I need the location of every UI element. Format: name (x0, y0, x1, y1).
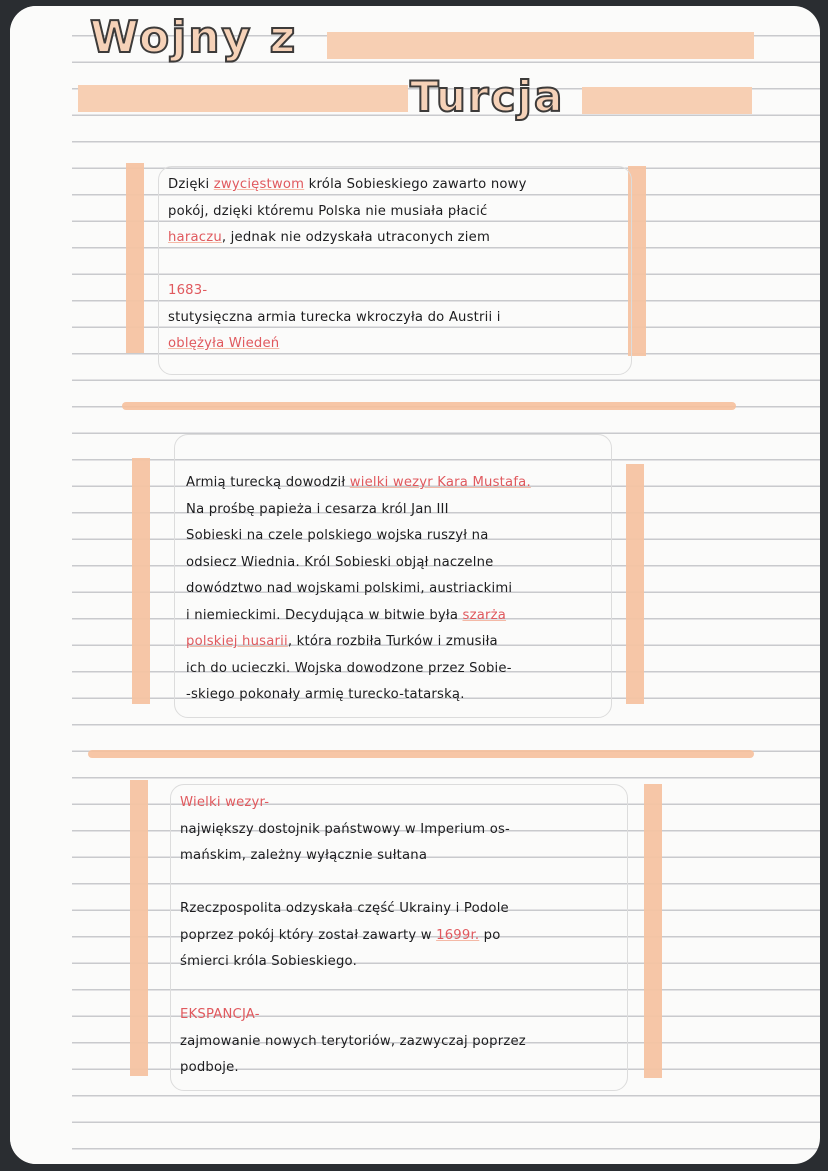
text-line (168, 252, 527, 279)
left-highlight-bar (132, 458, 150, 704)
text-line: zajmowanie nowych terytoriów, zazwyczaj poprzez (180, 1033, 526, 1049)
text-line: Rzeczpospolita odzyskała część Ukrainy i Podole (180, 901, 509, 916)
text-line: haraczu, jednak nie odzyskała utraconych ziem (168, 230, 491, 245)
right-highlight-bar (626, 464, 644, 704)
title-highlight-band (78, 85, 408, 112)
text-line: -skiego pokonały armię turecko-tatarską. (186, 687, 465, 702)
text-line: i niemieckimi. Decydująca w bitwie była szarża (186, 607, 507, 623)
left-highlight-bar (130, 780, 148, 1076)
text-line: dowództwo nad wojskami polskimi, austriackimi (186, 581, 513, 596)
right-highlight-bar (644, 784, 662, 1078)
section-divider (88, 750, 754, 758)
note-card-3-text (180, 790, 526, 1082)
left-highlight-bar (126, 163, 144, 353)
page-title-line1: Wojny z (90, 12, 298, 63)
text-line: pokój, dzięki któremu Polska nie musiała płacić (168, 203, 488, 219)
section-divider (122, 402, 736, 410)
text-line: odsiecz Wiednia. Król Sobieski objął naczelne (186, 554, 494, 570)
text-line (180, 976, 526, 1003)
text-line: polskiej husarii, która rozbiła Turków i zmusiła (186, 634, 498, 649)
text-line: Sobieski na czele polskiego wojska ruszył na (186, 528, 489, 543)
page-title-line2: Turcja (410, 72, 565, 121)
text-line: Armią turecką dowodził wielki wezyr Kara Mustafa. (186, 475, 531, 490)
text-line: śmierci króla Sobieskiego. (180, 954, 357, 969)
text-line: poprzez pokój który został zawarty w 1699r. po (180, 927, 501, 943)
text-line (180, 870, 526, 897)
text-line: największy dostojnik państwowy w Imperium os- (180, 821, 511, 837)
text-line: mańskim, zależny wyłącznie sułtana (180, 848, 428, 863)
note-card-2-text (186, 470, 531, 709)
note-card-1-text (168, 172, 527, 358)
text-line: podboje. (180, 1060, 239, 1075)
year-label: 1683- (168, 283, 208, 298)
term-heading: Wielki wezyr- (180, 795, 270, 810)
title-highlight-band (327, 32, 754, 59)
text-line: oblężyła Wiedeń (168, 336, 280, 351)
text-line: ich do ucieczki. Wojska dowodzone przez Sobie- (186, 660, 512, 676)
notebook-page (10, 6, 820, 1164)
term-heading: EKSPANCJA- (180, 1007, 260, 1022)
title-highlight-band (582, 87, 752, 114)
text-line: Na prośbę papieża i cesarza król Jan III (186, 501, 449, 517)
text-line: Dzięki zwycięstwom króla Sobieskiego zawarto nowy (168, 177, 527, 192)
text-line: stutysięczna armia turecka wkroczyła do Austrii i (168, 309, 501, 325)
